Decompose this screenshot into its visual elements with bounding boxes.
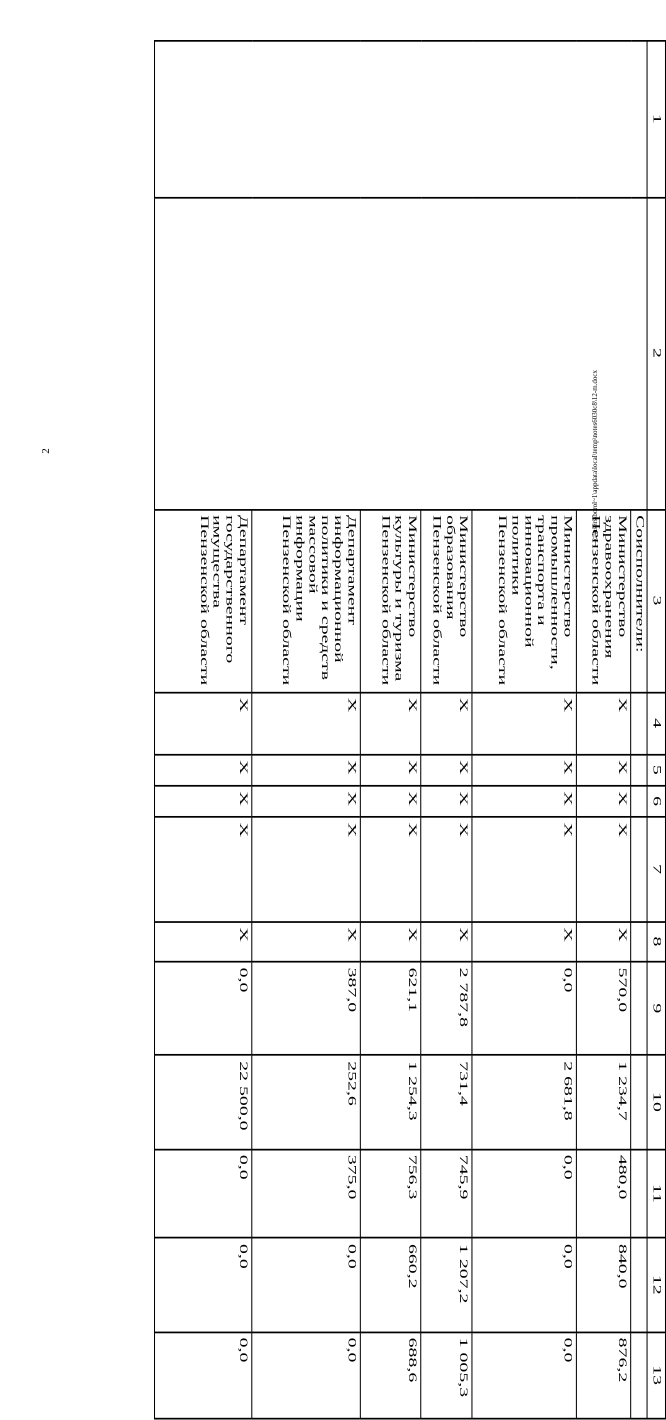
header-row	[647, 41, 665, 1419]
x-mark: X	[421, 921, 472, 961]
column-number: 6	[647, 785, 665, 816]
value-cell: 621,1	[361, 962, 421, 1056]
value-cell: 252,6	[252, 1055, 361, 1149]
column-number: 2	[647, 197, 665, 509]
executor-name: Департамент государственного имущества Пензенской области	[155, 509, 253, 692]
x-mark: X	[155, 785, 253, 816]
x-mark: X	[361, 817, 421, 922]
value-cell: 756,3	[361, 1149, 421, 1238]
x-mark: X	[577, 754, 631, 785]
x-mark: X	[361, 692, 421, 754]
value-cell: 22 500,0	[155, 1055, 253, 1149]
executor-name: Министерство образования Пензенской области	[421, 509, 472, 692]
empty-cell	[631, 1055, 647, 1149]
value-cell: 0,0	[472, 1238, 576, 1332]
x-mark: X	[252, 817, 361, 922]
x-mark: X	[361, 921, 421, 961]
x-mark: X	[472, 785, 576, 816]
x-mark: X	[252, 921, 361, 961]
column-number: 5	[647, 754, 665, 785]
executor-name: Министерство промышленности, транспорта и инновационной политики Пензенской области	[472, 509, 576, 692]
value-cell: 480,0	[577, 1149, 631, 1238]
column-number: 13	[647, 1332, 665, 1419]
column-number: 3	[647, 509, 665, 692]
x-mark: X	[252, 754, 361, 785]
footer-file-path: c:\users\borol~1\appdata\local\temp\notes6030c8\12-m.docx	[591, 370, 599, 540]
column-number: 11	[647, 1149, 665, 1238]
executor-name: Министерство культуры и туризма Пензенской области	[361, 509, 421, 692]
value-cell: 840,0	[577, 1238, 631, 1332]
column-number: 1	[647, 41, 665, 197]
empty-cell	[631, 785, 647, 816]
x-mark: X	[252, 692, 361, 754]
x-mark: X	[421, 692, 472, 754]
empty-cell	[631, 1332, 647, 1419]
empty-cell	[631, 817, 647, 922]
section-label: Соисполнители:	[631, 509, 647, 692]
value-cell: 375,0	[252, 1149, 361, 1238]
value-cell: 0,0	[472, 1149, 576, 1238]
column-number: 10	[647, 1055, 665, 1149]
section-row	[631, 41, 647, 1419]
value-cell: 2 681,8	[472, 1055, 576, 1149]
value-cell: 1 254,3	[361, 1055, 421, 1149]
x-mark: X	[155, 692, 253, 754]
empty-cell	[631, 962, 647, 1056]
x-mark: X	[155, 817, 253, 922]
x-mark: X	[577, 921, 631, 961]
executor-name: Министерство здравоохранения Пензенской области	[577, 509, 631, 692]
value-cell: 1 234,7	[577, 1055, 631, 1149]
column-number: 4	[647, 692, 665, 754]
value-cell: 0,0	[472, 962, 576, 1056]
x-mark: X	[361, 785, 421, 816]
executor-name: Департамент информационной политики и средств массовой информации Пензенской области	[252, 509, 361, 692]
value-cell: 1 207,2	[421, 1238, 472, 1332]
empty-cell	[155, 41, 648, 197]
value-cell: 0,0	[155, 1149, 253, 1238]
value-cell: 0,0	[155, 962, 253, 1056]
empty-cell	[631, 921, 647, 961]
x-mark: X	[472, 817, 576, 922]
x-mark: X	[472, 921, 576, 961]
empty-cell	[155, 197, 648, 509]
empty-cell	[631, 754, 647, 785]
value-cell: 876,2	[577, 1332, 631, 1419]
value-cell: 0,0	[472, 1332, 576, 1419]
page-number: 2	[40, 448, 52, 454]
x-mark: X	[155, 754, 253, 785]
value-cell: 0,0	[155, 1332, 253, 1419]
x-mark: X	[155, 921, 253, 961]
value-cell: 0,0	[252, 1238, 361, 1332]
column-number: 8	[647, 921, 665, 961]
table-frame	[154, 40, 666, 1420]
x-mark: X	[421, 754, 472, 785]
value-cell: 2 787,8	[421, 962, 472, 1056]
value-cell: 731,4	[421, 1055, 472, 1149]
empty-cell	[631, 1238, 647, 1332]
x-mark: X	[577, 785, 631, 816]
value-cell: 387,0	[252, 962, 361, 1056]
x-mark: X	[361, 754, 421, 785]
column-number: 9	[647, 962, 665, 1056]
x-mark: X	[252, 785, 361, 816]
column-number: 7	[647, 817, 665, 922]
value-cell: 660,2	[361, 1238, 421, 1332]
x-mark: X	[421, 785, 472, 816]
x-mark: X	[421, 817, 472, 922]
value-cell: 1 005,3	[421, 1332, 472, 1419]
value-cell: 570,0	[577, 962, 631, 1056]
program-table	[154, 40, 666, 1420]
x-mark: X	[472, 754, 576, 785]
value-cell: 0,0	[155, 1238, 253, 1332]
empty-cell	[631, 1149, 647, 1238]
x-mark: X	[577, 692, 631, 754]
x-mark: X	[577, 817, 631, 922]
column-number: 12	[647, 1238, 665, 1332]
empty-cell	[631, 692, 647, 754]
x-mark: X	[472, 692, 576, 754]
value-cell: 0,0	[252, 1332, 361, 1419]
value-cell: 688,6	[361, 1332, 421, 1419]
value-cell: 745,9	[421, 1149, 472, 1238]
